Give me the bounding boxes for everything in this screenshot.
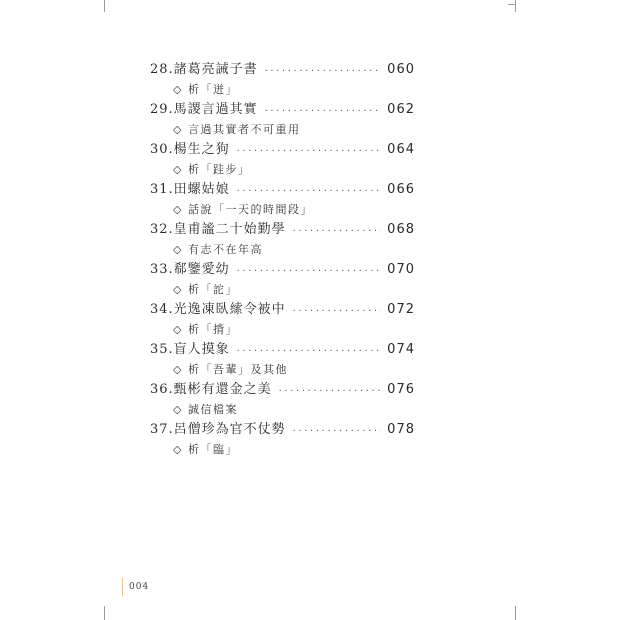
toc-title: 32.皇甫謐二十始勤學 — [150, 222, 286, 237]
crop-mark-bottom-right — [515, 606, 516, 620]
toc-main-line — [150, 220, 415, 240]
leader-dots — [278, 381, 381, 401]
toc-subentry: ◇ 誠信檔案 — [173, 403, 238, 416]
toc-title: 36.甄彬有還金之美 — [150, 382, 272, 397]
leader-dots — [236, 341, 381, 361]
crop-mark-top-right-h — [508, 4, 515, 5]
toc-title: 30.楊生之狗 — [150, 142, 230, 157]
toc-subentry: ◇ 析「揹」 — [173, 323, 238, 336]
toc-subentry: ◇ 析「迸」 — [173, 83, 238, 96]
toc-main-line — [150, 140, 415, 160]
toc-main-line — [150, 420, 415, 440]
leader-dots — [236, 181, 381, 201]
folio-bar — [122, 578, 123, 596]
toc-entry — [150, 140, 415, 180]
toc-entry — [150, 300, 415, 340]
crop-mark-bottom-left — [104, 606, 105, 620]
toc-entry — [150, 260, 415, 300]
toc-page-number: 068 — [387, 222, 415, 237]
toc-main-line — [150, 180, 415, 200]
toc-entry — [150, 180, 415, 220]
toc-page-number: 060 — [387, 62, 415, 77]
toc-subentry: ◇ 析「吾輩」及其他 — [173, 363, 288, 376]
leader-dots — [236, 141, 381, 161]
toc-subentry: ◇ 言過其實者不可重用 — [173, 123, 301, 136]
leader-dots — [292, 301, 381, 321]
toc-page-number: 064 — [387, 142, 415, 157]
toc-title: 34.光逸凍臥䌇令被中 — [150, 302, 286, 317]
toc-main-line — [150, 60, 415, 80]
leader-dots — [292, 421, 381, 441]
toc-title: 35.盲人摸象 — [150, 342, 230, 357]
toc-title: 29.馬謖言過其實 — [150, 102, 258, 117]
crop-mark-top-left — [104, 0, 105, 12]
toc-subentry: ◇ 話說「一天的時間段」 — [173, 203, 313, 216]
toc-page-number: 072 — [387, 302, 415, 317]
toc-main-line — [150, 100, 415, 120]
toc-subentry: ◇ 析「臨」 — [173, 443, 238, 456]
toc-entry — [150, 380, 415, 420]
leader-dots — [264, 101, 381, 121]
toc-subentry: ◇ 有志不在年高 — [173, 243, 263, 256]
leader-dots — [264, 61, 381, 81]
table-of-contents — [150, 60, 415, 460]
toc-entry — [150, 60, 415, 100]
toc-entry — [150, 100, 415, 140]
page-folio — [122, 578, 149, 596]
toc-page-number: 066 — [387, 182, 415, 197]
toc-entry — [150, 420, 415, 460]
toc-main-line — [150, 260, 415, 280]
toc-entry — [150, 220, 415, 260]
toc-page-number: 062 — [387, 102, 415, 117]
toc-main-line — [150, 380, 415, 400]
toc-page-number: 076 — [387, 382, 415, 397]
toc-subentry: ◇ 析「跬步」 — [173, 163, 251, 176]
toc-entry — [150, 340, 415, 380]
toc-subentry: ◇ 析「詑」 — [173, 283, 238, 296]
folio-number: 004 — [129, 582, 150, 592]
crop-mark-top-right-v — [515, 0, 516, 12]
toc-title: 28.諸葛亮誡子書 — [150, 62, 258, 77]
toc-main-line — [150, 300, 415, 320]
toc-main-line — [150, 340, 415, 360]
toc-title: 31.田螺姑娘 — [150, 182, 230, 197]
leader-dots — [236, 261, 381, 281]
toc-page-number: 070 — [387, 262, 415, 277]
toc-page-number: 074 — [387, 342, 415, 357]
leader-dots — [292, 221, 381, 241]
toc-title: 37.呂僧珍為官不仗勢 — [150, 422, 286, 437]
toc-title: 33.郗鑒愛幼 — [150, 262, 230, 277]
toc-page-number: 078 — [387, 422, 415, 437]
